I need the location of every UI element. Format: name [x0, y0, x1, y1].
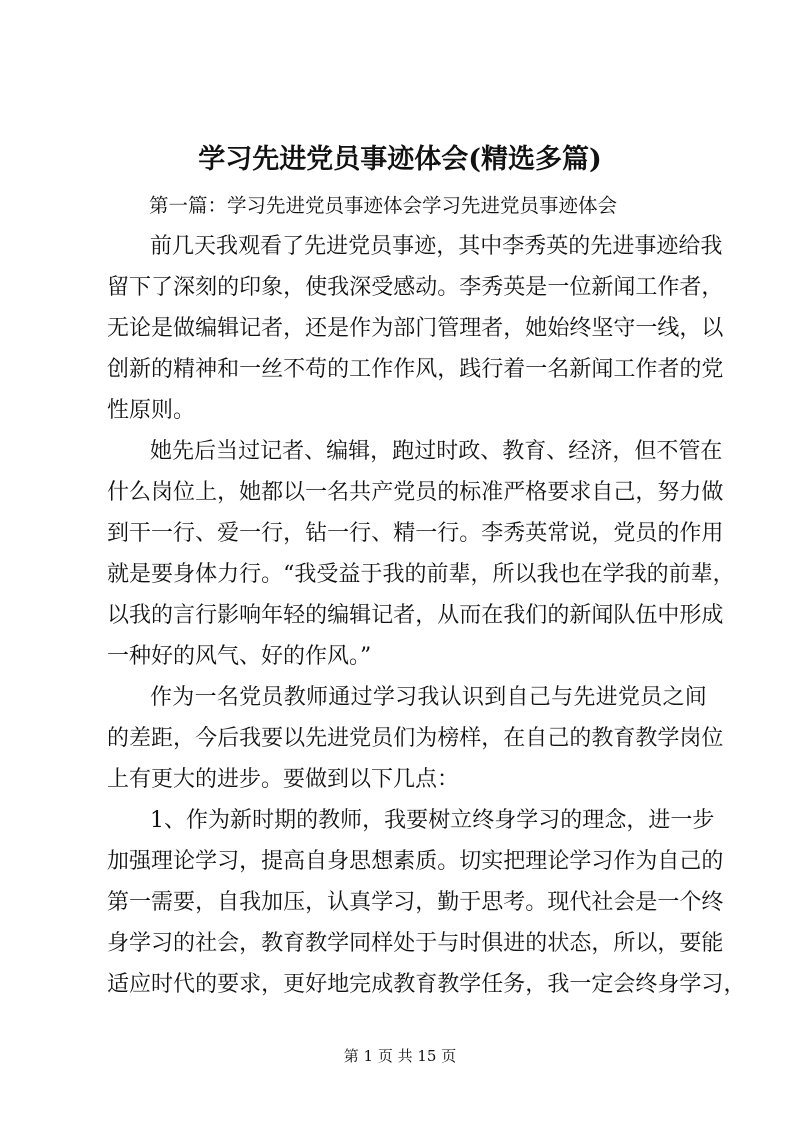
document-title: 学习先进党员事迹体会(精选多篇) — [198, 144, 602, 175]
page-footer: 第 1 页 共 15 页 — [343, 1047, 457, 1065]
paragraph-line: 以 我 的 言 行 影 响 年 轻 的 编 辑 记 者 ， 从 而 在 我 们 的 新 闻 队 伍 中 形 成 — [107, 603, 724, 628]
paragraph-line: 到 干 一 行 、 爱 一 行 ， 钻 一 行 、 精 一 行 。 李 秀 英 常 说 ， 党 员 的 作 用 — [107, 521, 724, 546]
paragraph-line: 的 差 距 ， 今 后 我 要 以 先 进 党 员 们 为 榜 样 ， 在 自 己 的 教 育 教 学 岗 位 — [107, 726, 724, 751]
paragraph-line: 性原则。 — [107, 398, 196, 423]
paragraph-line: 第 一 需 要 ， 自 我 加 压 ， 认 真 学 习 ， 勤 于 思 考 。 现 代 社 会 是 一 个 终 — [107, 890, 724, 915]
paragraph-line: 无 论 是 做 编 辑 记 者 ， 还 是 作 为 部 门 管 理 者 ， 她 始 终 坚 守 一 线 ， 以 — [107, 316, 724, 341]
paragraph-line: 加 强 理 论 学 习 ， 提 高 自 身 思 想 素 质 。 切 实 把 理 论 学 习 作 为 自 己 的 — [107, 849, 724, 874]
paragraph-line: 她 先 后 当 过 记 者 、 编 辑 ， 跑 过 时 政 、 教 育 、 经 济 ， 但 不 管 在 — [150, 439, 723, 464]
paragraph-line: 留 下 了 深 刻 的 印 象 ， 使 我 深 受 感 动 。 李 秀 英 是 一 位 新 闻 工 作 者 ， — [107, 275, 724, 300]
paragraph-line: 就 是 要 身 体 力 行 。 “ 我 受 益 于 我 的 前 辈 ， 所 以 我 也 在 学 我 的 前 辈 ， — [107, 562, 735, 587]
section-heading: 第一篇：学习先进党员事迹体会学习先进党员事迹体会 — [149, 194, 618, 217]
paragraph-line: 上有更大的进步。要做到以下几点： — [107, 767, 460, 792]
paragraph-line: 创 新 的 精 神 和 一 丝 不 苟 的 工 作 作 风 ， 践 行 着 一 名 新 闻 工 作 者 的 党 — [107, 357, 724, 382]
paragraph-line: 一种好的风气、好的作风。” — [107, 644, 372, 669]
paragraph-line: 适 应 时 代 的 要 求 ， 更 好 地 完 成 教 育 教 学 任 务 ， 我 一 定 会 终 身 学 习 ， — [107, 972, 746, 997]
paragraph-line: 前 几 天 我 观 看 了 先 进 党 员 事 迹 ， 其 中 李 秀 英 的 先 进 事 迹 给 我 — [150, 234, 723, 259]
paragraph-line: 作 为 一 名 党 员 教 师 通 过 学 习 我 认 识 到 自 己 与 先 进 党 员 之 间 — [150, 685, 707, 710]
paragraph-line: 什 么 岗 位 上 ， 她 都 以 一 名 共 产 党 员 的 标 准 严 格 要 求 自 己 ， 努 力 做 — [107, 480, 724, 505]
paragraph-line: 1 、 作 为 新 时 期 的 教 师 ， 我 要 树 立 终 身 学 习 的 理 念 ， 进 一 步 — [150, 808, 715, 833]
paragraph-line: 身 学 习 的 社 会 ， 教 育 教 学 同 样 处 于 与 时 俱 进 的 状 态 ， 所 以 ， 要 能 — [107, 931, 724, 956]
